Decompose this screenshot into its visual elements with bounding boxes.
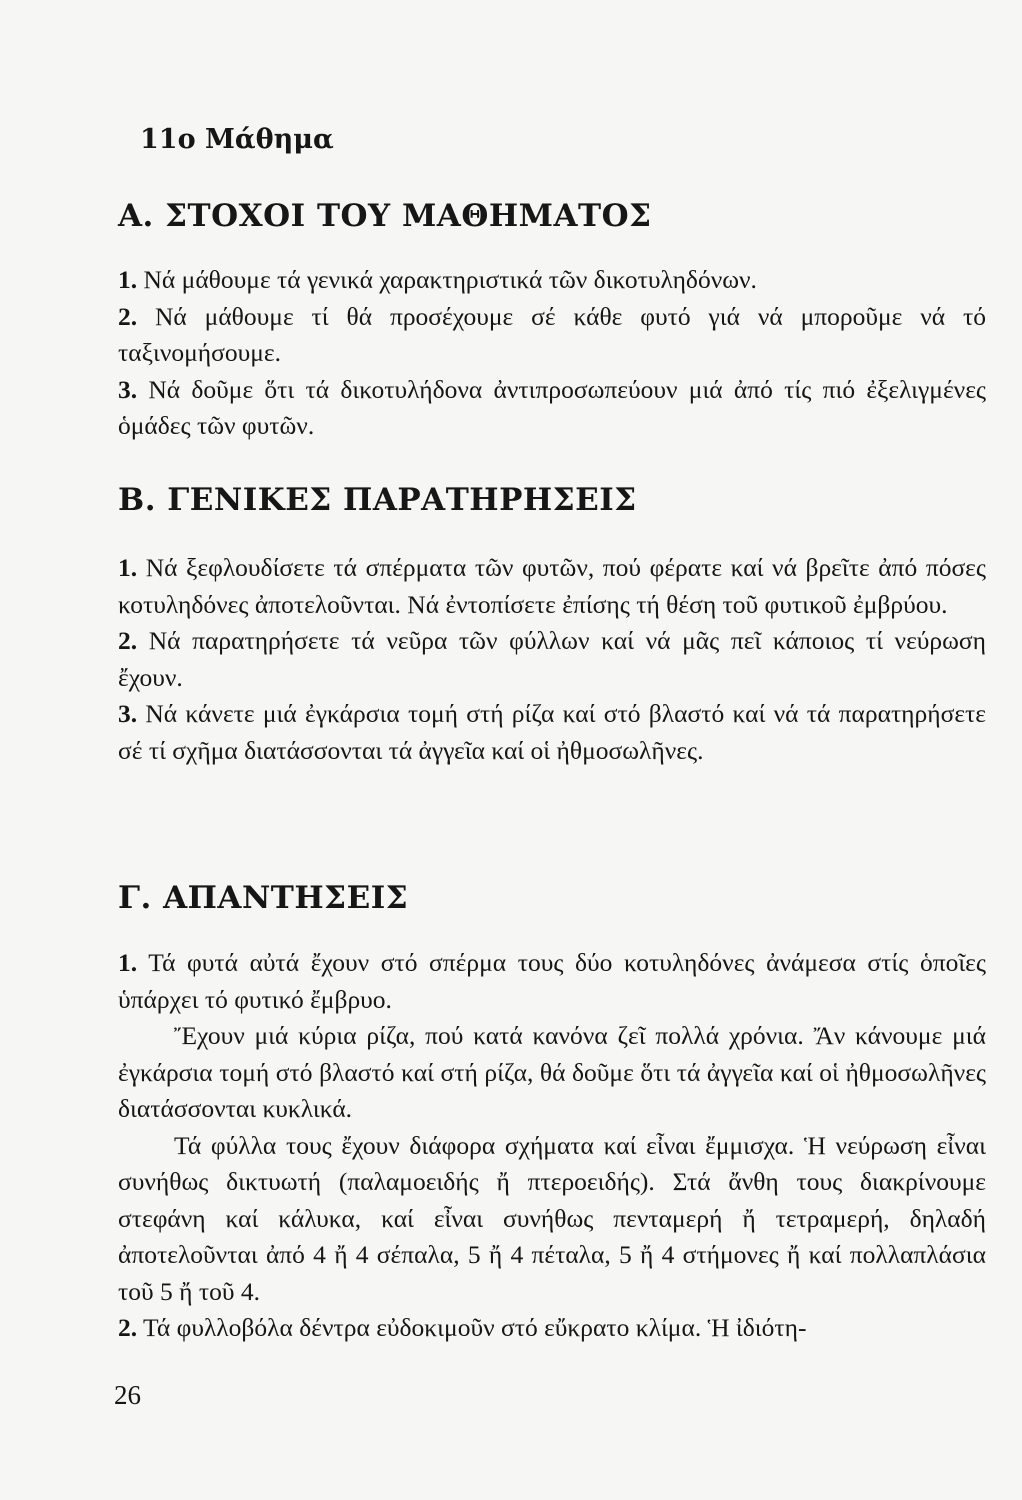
item-number: 3. [118, 699, 138, 728]
list-item [118, 262, 986, 299]
item-text: Νά παρατηρήσετε τά νεῦρα τῶν φύλλων καί νά μᾶς πεῖ κάποιος τί νεύρωση ἔχουν. [118, 626, 987, 692]
page-number: 26 [114, 1380, 141, 1410]
list-item [118, 945, 986, 1018]
section-b-heading: Β. ΓΕΝΙΚΕΣ ΠΑΡΑΤΗΡΗΣΕΙΣ [118, 482, 637, 518]
list-item [118, 1310, 986, 1347]
item-number: 2. [118, 1313, 138, 1342]
item-number: 2. [118, 301, 138, 331]
item-number: 1. [118, 265, 138, 294]
item-number: 3. [118, 374, 138, 404]
list-item [118, 696, 986, 769]
item-text: Τά φυτά αὐτά ἔχουν στό σπέρμα τους δύο κοτυληδόνες ἀνάμεσα στίς ὁποῖες ὑπάρχει τό φυτικό ἔμβρυο. [118, 948, 986, 1014]
paragraph: Τά φύλλα τους ἔχουν διάφορα σχήματα καί εἶναι ἔμμισχα. Ἡ νεύρωση εἶναι συνήθως δικτυωτή (παλαμοειδής ἤ πτεροειδής). Στά ἄνθη τους διακρίνουμε στεφάνη καί κάλυκα, καί εἶναι συνήθως πενταμερή ἤ τετραμερή, δηλαδή ἀποτελοῦνται ἀπό 4 ἤ 4 σέπαλα, 5 ἤ 4 πέταλα, 5 ἤ 4 στήμονες ἤ καί πολλαπλάσια τοῦ 5 ἤ τοῦ 4. [118, 1130, 986, 1306]
list-item [118, 623, 986, 696]
section-c-heading: Γ. ΑΠΑΝΤΗΣΕΙΣ [118, 880, 409, 916]
item-text: Νά κάνετε μιά ἐγκάρσια τομή στή ρίζα καί στό βλαστό καί νά τά παρατηρήσετε σέ τί σχῆμα διατάσσονται τά ἀγγεῖα καί οἱ ἠθμοσωλῆνες. [118, 699, 986, 765]
list-item [118, 550, 986, 623]
item-text: Νά δοῦμε ὅτι τά δικοτυλήδονα ἀντιπροσωπεύουν μιά ἀπό τίς πιό ἐξελιγμένες ὁμάδες τῶν φυτῶν. [118, 374, 987, 440]
item-number: 1. [118, 948, 138, 977]
item-text: Νά μάθουμε τά γενικά χαρακτηριστικά τῶν δικοτυληδόνων. [143, 265, 757, 294]
item-text: Νά ξεφλουδίσετε τά σπέρματα τῶν φυτῶν, πού φέρατε καί νά βρεῖτε ἀπό πόσες κοτυληδόνες ἀποτελοῦνται. Νά ἐντοπίσετε ἐπίσης τή θέση τοῦ φυτικοῦ ἐμβρύου. [118, 553, 986, 619]
item-number: 2. [118, 626, 138, 655]
lesson-title: 11ο Μάθημα [140, 124, 334, 155]
section-a-heading: Α. ΣΤΟΧΟΙ ΤΟΥ ΜΑΘΗΜΑΤΟΣ [118, 198, 652, 234]
list-item [118, 372, 986, 445]
item-number: 1. [118, 553, 138, 582]
section-c-body [118, 945, 986, 1347]
item-text: Τά φυλλοβόλα δέντρα εὐδοκιμοῦν στό εὔκρατο κλίμα. Ἡ ἰδιότη- [143, 1313, 807, 1342]
section-a-body [118, 262, 986, 445]
list-item [118, 299, 986, 372]
item-text: Νά μάθουμε τί θά προσέχουμε σέ κάθε φυτό γιά νά μποροῦμε νά τό ταξινομήσουμε. [118, 301, 986, 367]
paragraph: Ἔχουν μιά κύρια ρίζα, πού κατά κανόνα ζεῖ πολλά χρόνια. Ἄν κάνουμε μιά ἐγκάρσια τομή στό βλαστό καί στή ρίζα, θά δοῦμε ὅτι τά ἀγγεῖα καί οἱ ἠθμοσωλῆνες διατάσσονται κυκλικά. [118, 1021, 986, 1123]
section-b-body [118, 550, 986, 769]
